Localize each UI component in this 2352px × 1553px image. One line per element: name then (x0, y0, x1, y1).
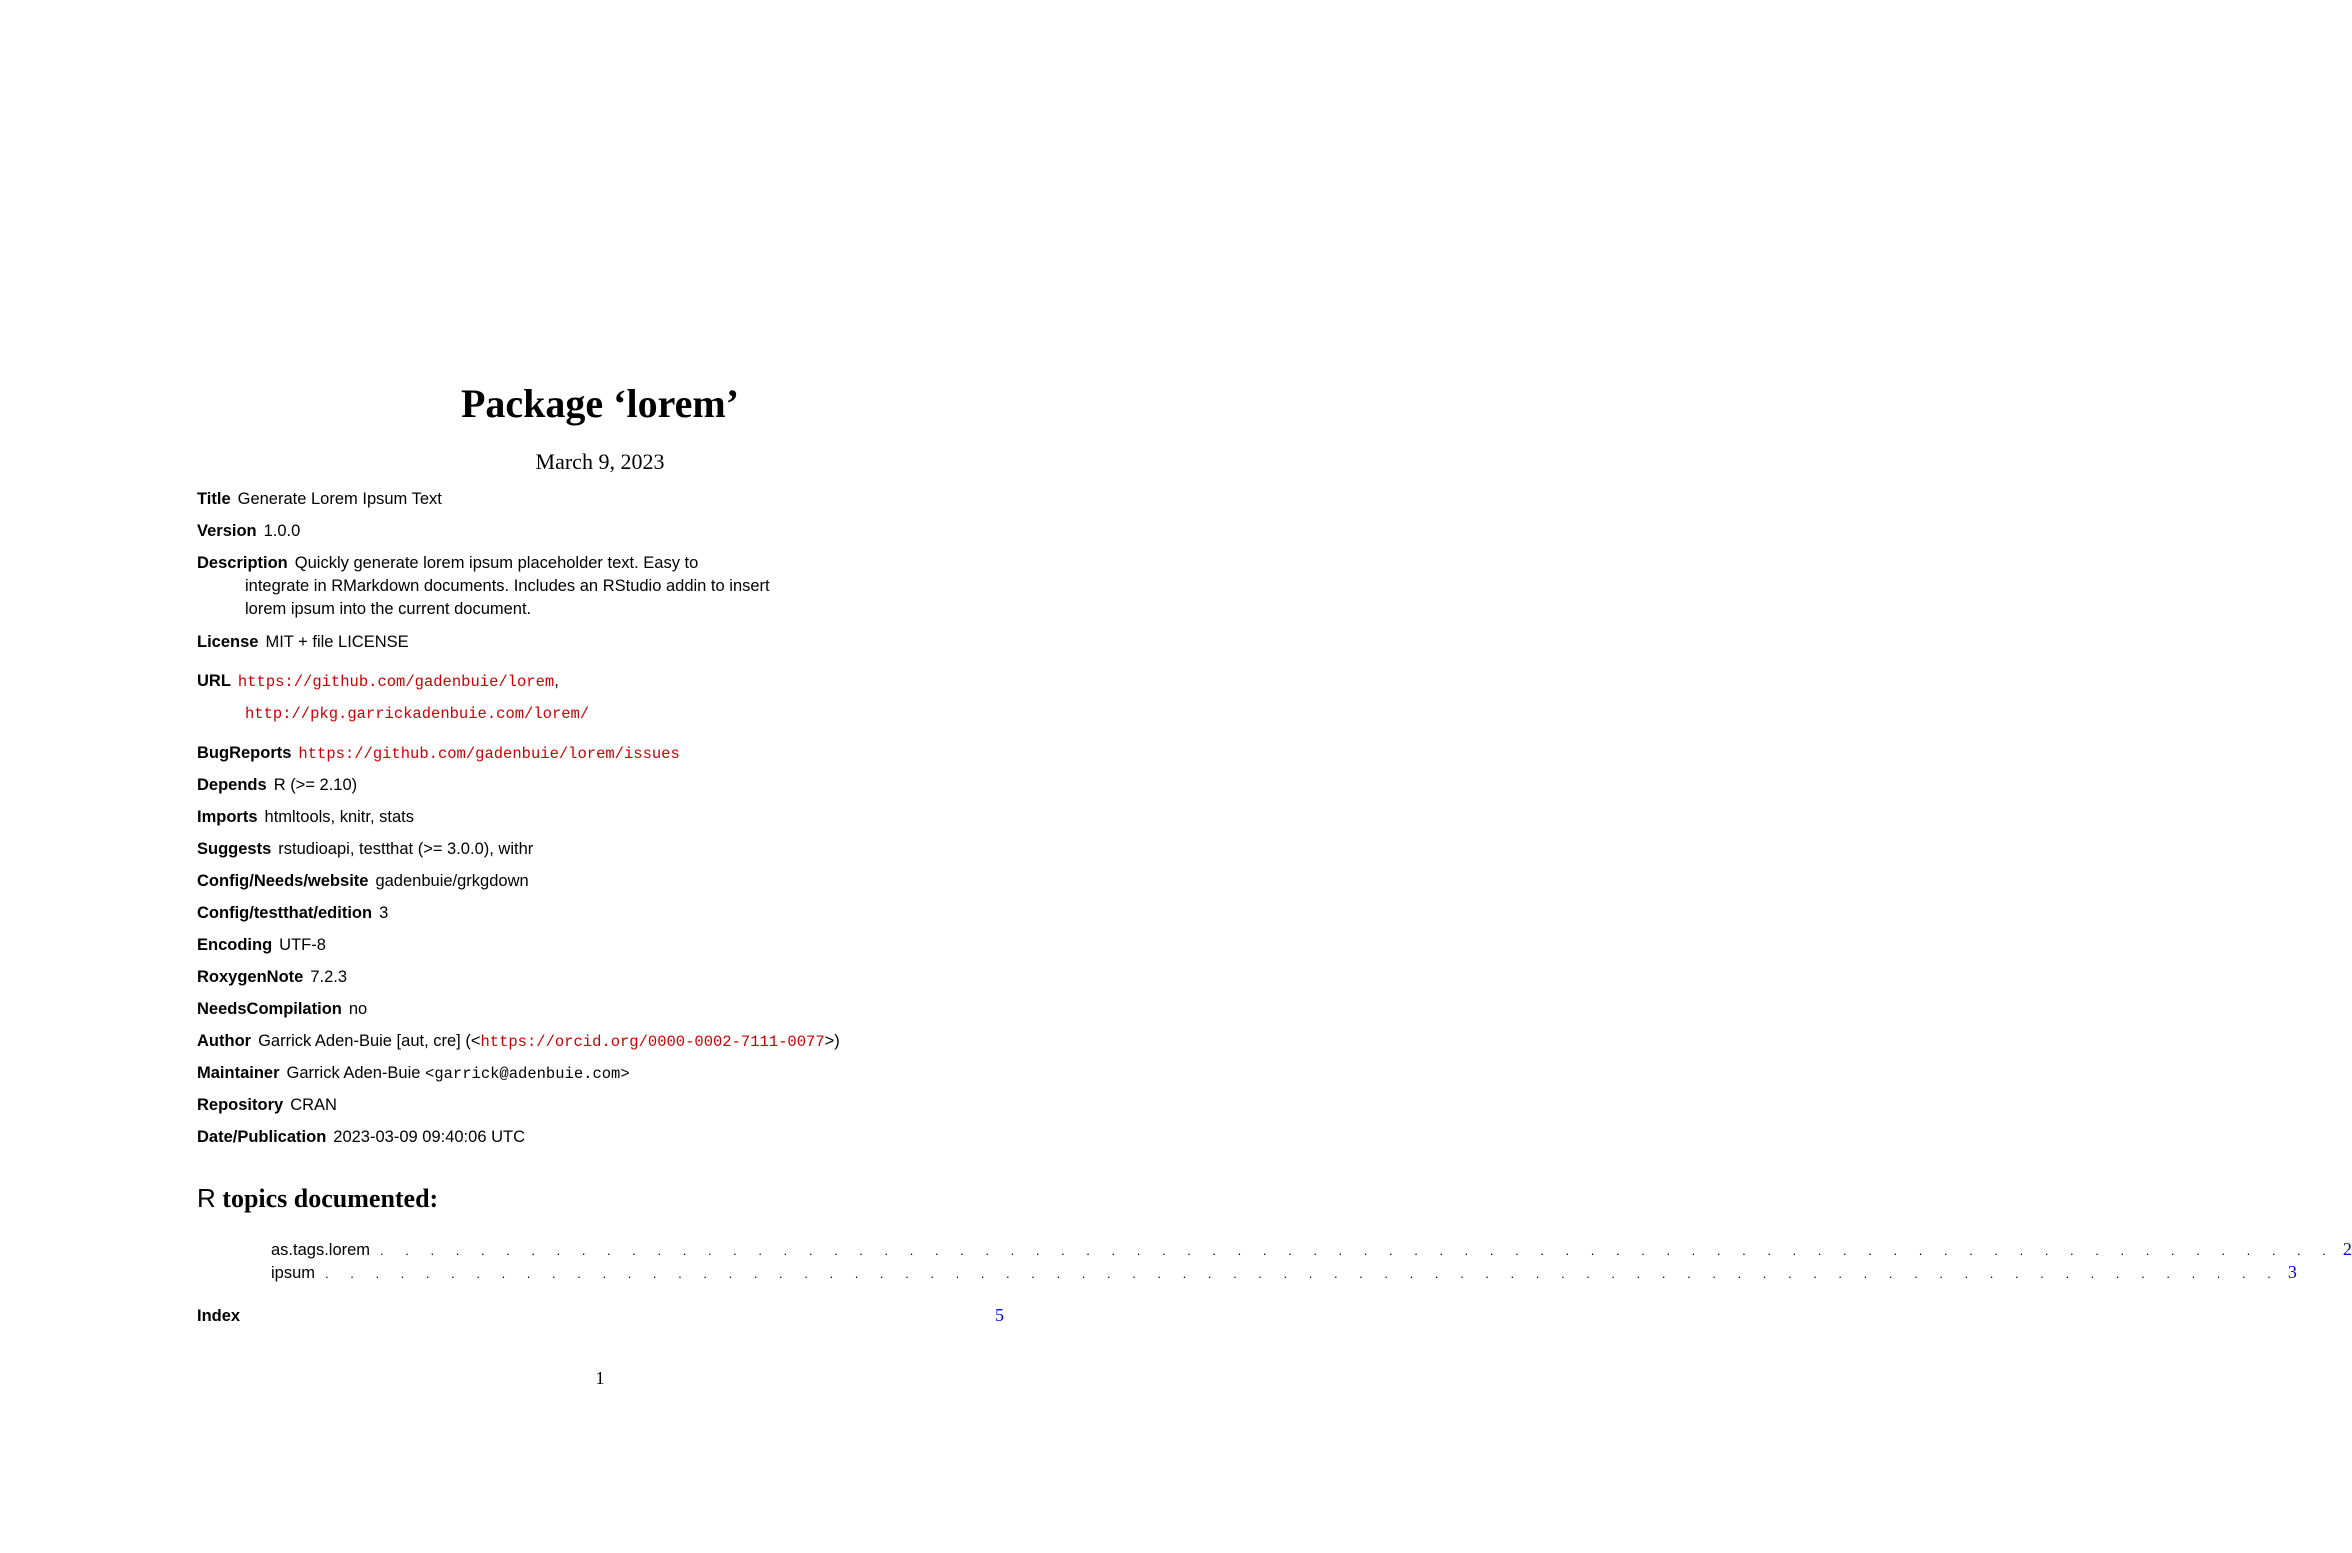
field-value: rstudioapi, testthat (>= 3.0.0), withr (278, 840, 534, 858)
field-date-publication (197, 1126, 525, 1149)
toc-item-label: ipsum (271, 1264, 316, 1282)
field-key: NeedsCompilation (197, 1000, 342, 1018)
field-value: R (>= 2.10) (273, 776, 358, 794)
field-value: Garrick Aden-Buie [aut, cre] (< (258, 1032, 481, 1050)
field-description (197, 552, 770, 621)
field-value: UTF-8 (279, 936, 326, 954)
url-separator: , (554, 672, 559, 690)
toc-leader-dots: . . . . . . . . . . . . . . . . . . . . . . . . . . . . . . . . . . . . . . . . . . . . . . . . . . . . . . . . . . . . . . . . . . . . . . . . . . . . . . (325, 1266, 2280, 1281)
toc-leader-dots: . . . . . . . . . . . . . . . . . . . . . . . . . . . . . . . . . . . . . . . . . . . . . . . . . . . . . . . . . . . . . . . . . . . . . . . . . . . . . . (380, 1243, 2335, 1258)
field-url (197, 670, 559, 694)
field-value: gadenbuie/grkgdown (375, 872, 529, 890)
field-version (197, 520, 300, 543)
index-page-link[interactable]: 5 (995, 1305, 1004, 1325)
field-imports (197, 806, 414, 829)
package-title: Package ‘lorem’ (460, 381, 740, 426)
maintainer-email: <garrick@adenbuie.com> (425, 1065, 630, 1083)
bugreports-link[interactable]: https://github.com/gadenbuie/lorem/issues (298, 745, 680, 763)
field-value: 7.2.3 (310, 968, 348, 986)
field-config-testthat-edition (197, 902, 388, 925)
field-key: Description (197, 554, 288, 572)
toc-index[interactable] (197, 1305, 1004, 1329)
field-value: 1.0.0 (263, 522, 301, 540)
toc-page-link[interactable]: 2 (2342, 1239, 2352, 1259)
field-value: CRAN (290, 1096, 337, 1114)
field-key: Depends (197, 776, 267, 794)
field-depends (197, 774, 357, 797)
field-license (197, 631, 409, 654)
url-link-github[interactable]: https://github.com/gadenbuie/lorem (237, 673, 555, 691)
field-key: License (197, 633, 259, 651)
toc-heading-r: R (197, 1183, 216, 1213)
field-key: Maintainer (197, 1064, 280, 1082)
index-label: Index (197, 1307, 241, 1325)
field-key: Imports (197, 808, 258, 826)
field-value: Quickly generate lorem ipsum placeholder text. Easy to (294, 554, 699, 572)
url-link-pkgdown[interactable]: http://pkg.garrickadenbuie.com/lorem/ (245, 705, 590, 723)
package-date: March 9, 2023 (535, 449, 665, 474)
field-key: URL (197, 672, 231, 690)
field-repository (197, 1094, 337, 1117)
field-key: Title (197, 490, 231, 508)
field-author (197, 1030, 840, 1054)
field-key: Config/Needs/website (197, 872, 369, 890)
field-value: Garrick Aden-Buie (286, 1064, 426, 1082)
field-needscompilation (197, 998, 367, 1021)
field-value-suffix: >) (824, 1032, 840, 1050)
field-value: MIT + file LICENSE (265, 633, 409, 651)
toc-item-label: as.tags.lorem (271, 1241, 371, 1259)
field-key: BugReports (197, 744, 292, 762)
field-value: Generate Lorem Ipsum Text (237, 490, 442, 508)
field-key: Config/testthat/edition (197, 904, 373, 922)
field-value: 2023-03-09 09:40:06 UTC (333, 1128, 525, 1146)
toc-item-as-tags-lorem[interactable] (271, 1238, 2352, 1260)
field-value: 3 (379, 904, 389, 922)
field-value: htmltools, knitr, stats (264, 808, 414, 826)
field-value-continuation: integrate in RMarkdown documents. Includes an RStudio addin to insert (245, 577, 770, 595)
toc-item-ipsum[interactable] (271, 1261, 2297, 1283)
field-key: Encoding (197, 936, 273, 954)
field-key: Date/Publication (197, 1128, 327, 1146)
field-key: Author (197, 1032, 252, 1050)
field-key: Repository (197, 1096, 284, 1114)
toc-heading (197, 1183, 438, 1214)
field-key: Suggests (197, 840, 272, 858)
field-value: no (348, 1000, 368, 1018)
field-maintainer (197, 1062, 630, 1086)
orcid-link[interactable]: https://orcid.org/0000-0002-7111-0077 (480, 1033, 825, 1051)
field-suggests (197, 838, 533, 861)
page-number: 1 (595, 1368, 605, 1388)
field-title (197, 488, 442, 511)
field-key: RoxygenNote (197, 968, 304, 986)
field-encoding (197, 934, 326, 957)
toc-heading-text: topics documented: (215, 1184, 439, 1213)
field-config-needs-website (197, 870, 529, 893)
field-key: Version (197, 522, 257, 540)
field-value-continuation: lorem ipsum into the current document. (245, 600, 532, 618)
field-bugreports (197, 742, 680, 766)
toc-page-link[interactable]: 3 (2287, 1262, 2297, 1282)
field-roxygennote (197, 966, 347, 989)
field-url-continuation (245, 702, 589, 726)
